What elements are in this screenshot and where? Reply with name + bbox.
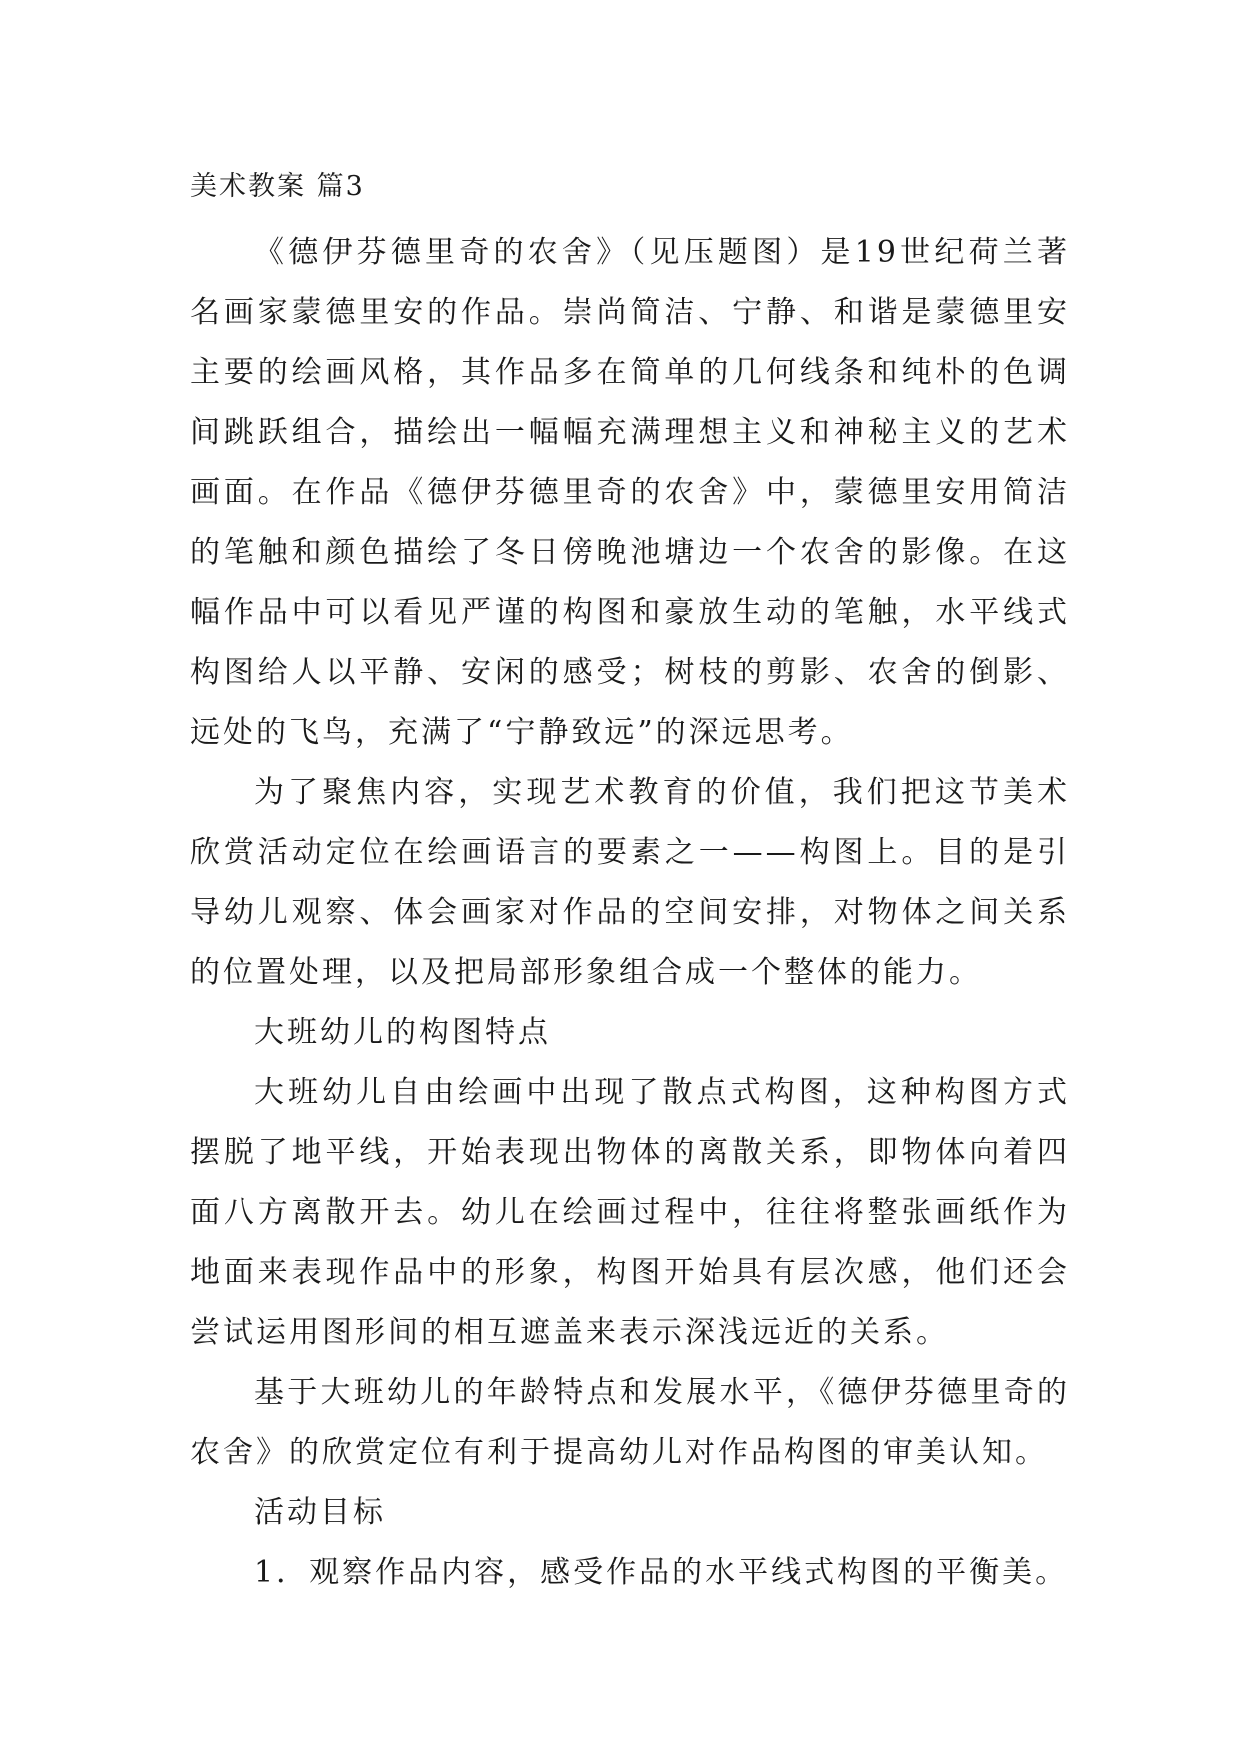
paragraph-goal-1: 1．观察作品内容，感受作品的水平线式构图的平衡美。	[254, 1555, 1069, 1590]
paragraph-composition-traits: 大班幼儿自由绘画中出现了散点式构图，这种构图方式摆脱了地平线，开始表现出物体的离散关系，即物体向着四面八方离散开去。幼儿在绘画过程中，往往将整张画纸作为地面来表现作品中的形象，构图开始具有层次感，他们还会尝试运用图形间的相互遮盖来表示深浅远近的关系。	[190, 1075, 1070, 1350]
paragraph-appreciation-rationale: 基于大班幼儿的年龄特点和发展水平，《德伊芬德里奇的农舍》的欣赏定位有利于提高幼儿对作品构图的审美认知。	[190, 1375, 1070, 1470]
paragraph-teaching-focus: 为了聚焦内容，实现艺术教育的价值，我们把这节美术欣赏活动定位在绘画语言的要素之一——构图上。目的是引导幼儿观察、体会画家对作品的空间安排，对物体之间关系的位置处理，以及把局部形象组合成一个整体的能力。	[190, 775, 1070, 990]
document-title: 美术教案 篇3	[190, 171, 365, 202]
paragraph-artwork-intro: 《德伊芬德里奇的农舍》（见压题图）是19世纪荷兰著名画家蒙德里安的作品。崇尚简洁、宁静、和谐是蒙德里安主要的绘画风格，其作品多在简单的几何线条和纯朴的色调间跳跃组合，描绘出一幅幅充满理想主义和神秘主义的艺术画面。在作品《德伊芬德里奇的农舍》中，蒙德里安用简洁的笔触和颜色描绘了冬日傍晚池塘边一个农舍的影像。在这幅作品中可以看见严谨的构图和豪放生动的笔触，水平线式构图给人以平静、安闲的感受；树枝的剪影、农舍的倒影、远处的飞鸟，充满了“宁静致远”的深远思考。	[190, 235, 1070, 750]
document-content	[190, 163, 1070, 1603]
section-heading-activity-goals: 活动目标	[254, 1495, 386, 1530]
section-heading-composition-traits: 大班幼儿的构图特点	[254, 1015, 551, 1050]
